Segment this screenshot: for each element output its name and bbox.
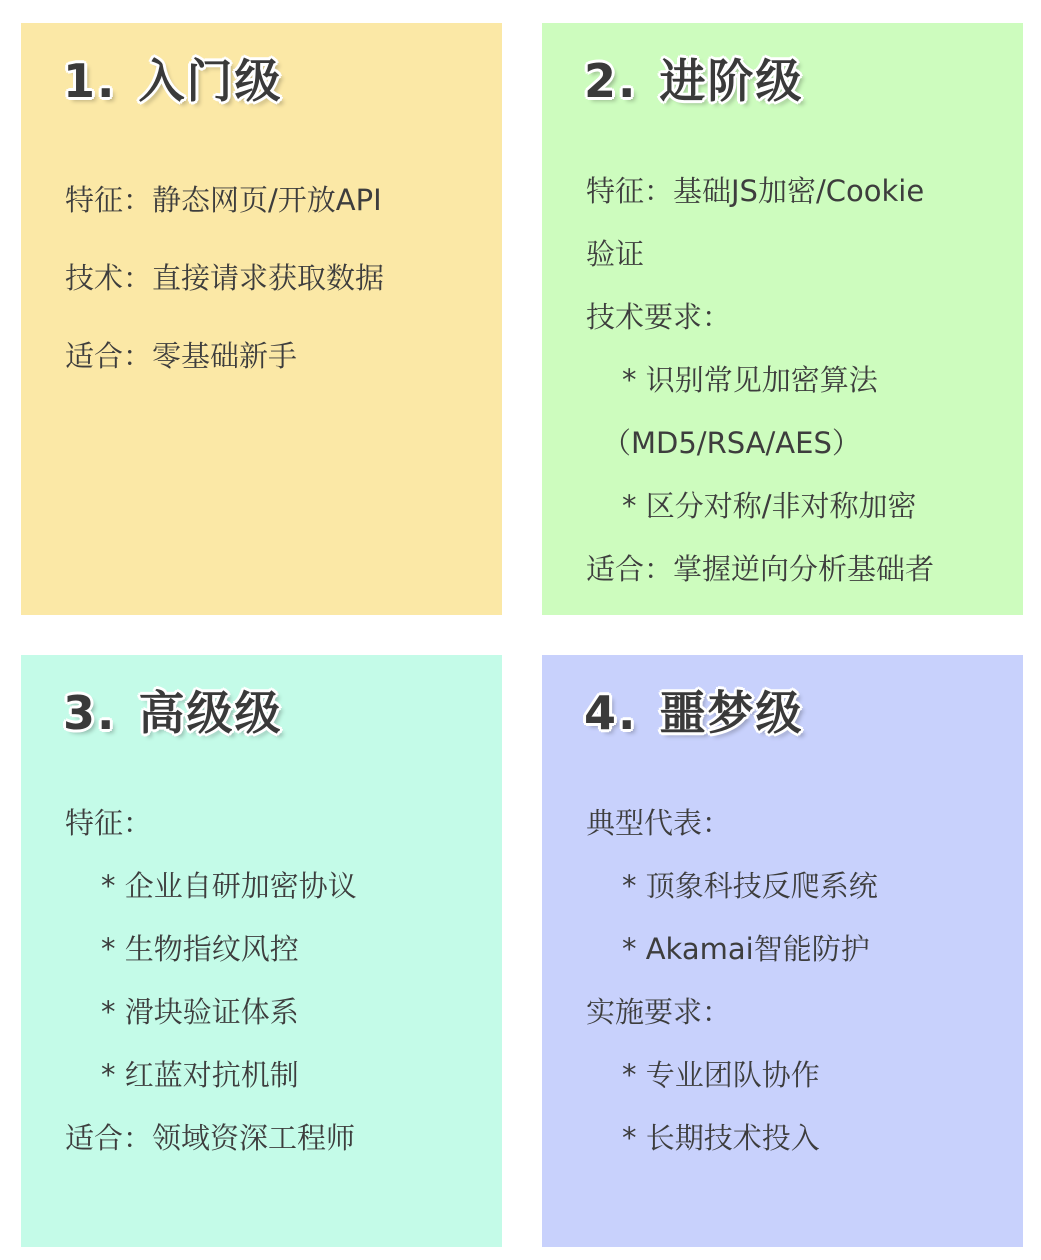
audience-line: 适合：零基础新手 bbox=[65, 339, 298, 373]
card-content bbox=[586, 795, 999, 1173]
bullet-item: * Akamai智能防护 bbox=[622, 932, 870, 966]
bullet-item: * 红蓝对抗机制 bbox=[101, 1058, 299, 1092]
audience-line: 适合：领域资深工程师 bbox=[65, 1121, 356, 1155]
feature-heading: 特征： bbox=[65, 806, 153, 840]
card-title bbox=[584, 53, 803, 109]
feature-line: 特征：基础JS加密/Cookie bbox=[586, 174, 925, 208]
level-card-nightmare bbox=[542, 655, 1023, 1247]
level-card-beginner bbox=[21, 23, 502, 615]
bullet-item: * 专业团队协作 bbox=[622, 1058, 820, 1092]
level-card-advanced bbox=[542, 23, 1023, 615]
level-card-expert bbox=[21, 655, 502, 1247]
card-content bbox=[65, 795, 478, 1173]
bullet-item-continued: （MD5/RSA/AES） bbox=[602, 426, 861, 460]
bullet-item: * 顶象科技反爬系统 bbox=[622, 869, 878, 903]
card-number: 4. bbox=[584, 686, 638, 740]
technique-line: 技术：直接请求获取数据 bbox=[65, 261, 385, 295]
card-title-text: 噩梦级 bbox=[659, 686, 804, 740]
bullet-item: * 识别常见加密算法 bbox=[622, 363, 878, 397]
bullet-item: * 企业自研加密协议 bbox=[101, 869, 357, 903]
card-number: 1. bbox=[63, 54, 117, 108]
bullet-item: * 生物指纹风控 bbox=[101, 932, 299, 966]
card-title-text: 进阶级 bbox=[659, 54, 804, 108]
card-number: 3. bbox=[63, 686, 117, 740]
card-title bbox=[584, 685, 803, 741]
examples-heading: 典型代表： bbox=[586, 806, 732, 840]
requirements-heading: 技术要求： bbox=[586, 300, 732, 334]
bullet-item: * 滑块验证体系 bbox=[101, 995, 299, 1029]
bullet-item: * 长期技术投入 bbox=[622, 1121, 820, 1155]
card-number: 2. bbox=[584, 54, 638, 108]
card-content bbox=[65, 173, 478, 407]
card-title-text: 入门级 bbox=[138, 54, 283, 108]
card-title-text: 高级级 bbox=[138, 686, 283, 740]
card-title bbox=[63, 53, 282, 109]
audience-line: 适合：掌握逆向分析基础者 bbox=[586, 552, 935, 586]
card-content bbox=[586, 163, 999, 604]
requirements-heading: 实施要求： bbox=[586, 995, 732, 1029]
bullet-item: * 区分对称/非对称加密 bbox=[622, 489, 917, 523]
feature-line-continued: 验证 bbox=[586, 237, 645, 271]
card-title bbox=[63, 685, 282, 741]
feature-line: 特征：静态网页/开放API bbox=[65, 183, 382, 217]
